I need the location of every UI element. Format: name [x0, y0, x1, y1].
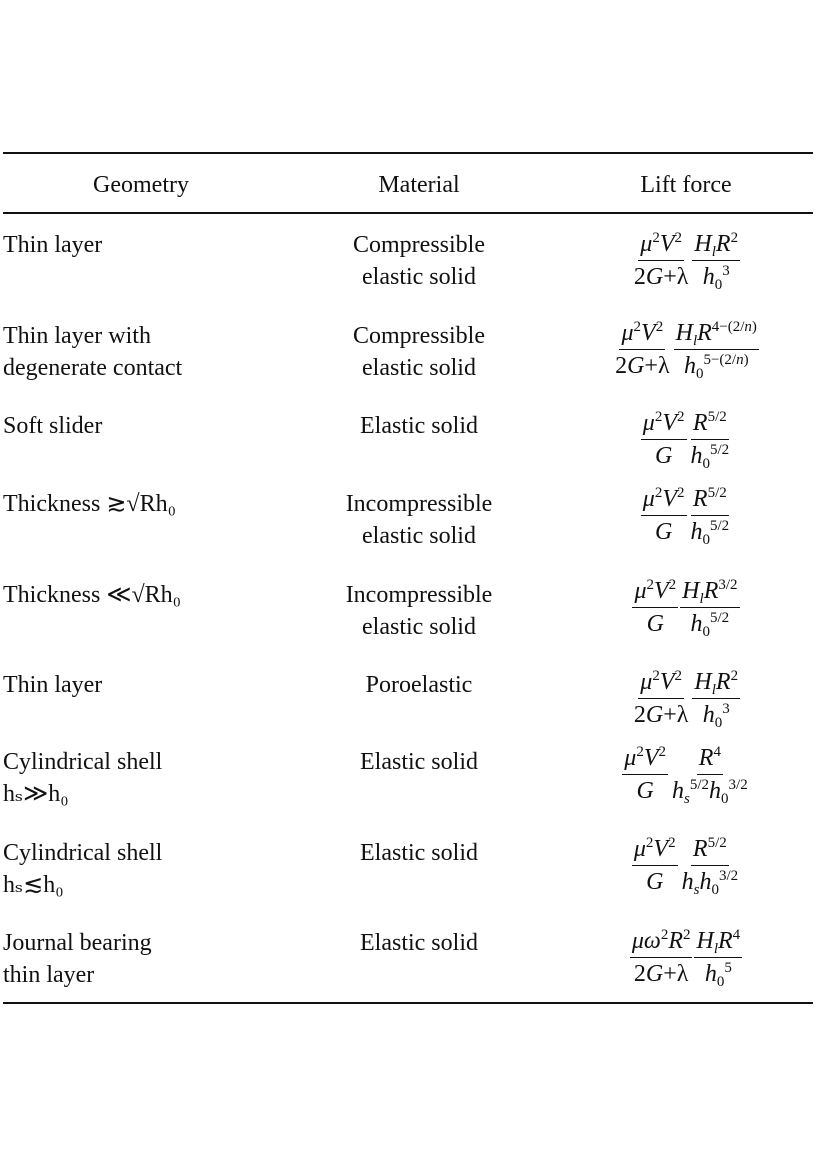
row-4-material [279, 488, 559, 552]
row-3-lift-force: $\frac{\mu^2V^2}{G}$ $\frac{R^{5/2}}{h_0^{5/2}}$ [642, 409, 730, 472]
row-3-geometry [3, 410, 303, 442]
geometry-line: Thin layer [3, 672, 103, 698]
row-2-geometry [3, 320, 303, 384]
row-6-lift-force: $\frac{\mu^2V^2}{2G+\lambda}$ $\frac{H_lR^2}{h_0^3}$ [633, 668, 739, 731]
material-line: Poroelastic [365, 672, 473, 698]
row-1-lift-force: $\frac{\mu^2V^2}{2G+\lambda}$ $\frac{H_lR^2}{h_0^3}$ [633, 230, 739, 293]
material-line: Compressible [353, 323, 485, 349]
row-9-geometry [3, 927, 303, 991]
geometry-line: degenerate contact [3, 355, 183, 381]
row-3-material [279, 410, 559, 442]
material-line: Incompressible [345, 491, 493, 517]
table-header-rule [3, 212, 813, 214]
geometry-line: Thin layer with [3, 323, 151, 349]
geometry-line: hₛ≲h₀ [3, 872, 64, 898]
material-line: elastic solid [362, 614, 476, 640]
row-1-material [279, 229, 559, 293]
geometry-line: Soft slider [3, 413, 103, 439]
geometry-line: hₛ≫h₀ [3, 781, 69, 807]
geometry-line: Thickness ≳√Rh₀ [3, 491, 176, 517]
header-material: Material [378, 172, 460, 198]
material-line: Elastic solid [360, 930, 478, 956]
geometry-line: Thin layer [3, 232, 103, 258]
row-5-geometry [3, 579, 303, 611]
row-6-geometry [3, 669, 303, 701]
row-5-material [279, 579, 559, 643]
geometry-line: Journal bearing [3, 930, 152, 956]
row-9-lift-force: $\frac{\mu\omega^2R^2}{2G+\lambda}$ $\frac{H_lR^4}{h_0^5}$ [631, 927, 741, 990]
material-line: Elastic solid [360, 749, 478, 775]
row-5-lift-force: $\frac{\mu^2V^2}{G}$ $\frac{H_lR^{3/2}}{h_0^{5/2}}$ [634, 577, 738, 640]
material-line: Elastic solid [360, 413, 478, 439]
material-line: Elastic solid [360, 840, 478, 866]
row-8-lift-force: $\frac{\mu^2V^2}{G}$ $\frac{R^{5/2}}{h_sh_0^{3/2}}$ [633, 835, 739, 898]
geometry-line: Thickness ≪√Rh₀ [3, 582, 181, 608]
geometry-line: Cylindrical shell [3, 749, 163, 775]
row-9-material [279, 927, 559, 959]
table-bottom-rule [3, 1002, 813, 1004]
material-line: Incompressible [345, 582, 493, 608]
geometry-line: Cylindrical shell [3, 840, 163, 866]
material-line: elastic solid [362, 523, 476, 549]
table-top-rule [3, 152, 813, 154]
material-line: Compressible [353, 232, 485, 258]
row-6-material [279, 669, 559, 701]
material-line: elastic solid [362, 264, 476, 290]
row-1-geometry [3, 229, 303, 261]
material-line: elastic solid [362, 355, 476, 381]
row-7-lift-force: $\frac{\mu^2V^2}{G}$ $\frac{R^4}{h_s^{5/2}h_0^{3/2}}$ [624, 744, 748, 807]
row-7-material [279, 746, 559, 778]
row-8-material [279, 837, 559, 869]
row-8-geometry [3, 837, 303, 901]
row-2-material [279, 320, 559, 384]
geometry-line: thin layer [3, 962, 95, 988]
row-7-geometry [3, 746, 303, 810]
row-4-lift-force: $\frac{\mu^2V^2}{G}$ $\frac{R^{5/2}}{h_0^{5/2}}$ [642, 485, 730, 548]
row-4-geometry [3, 488, 303, 520]
header-geometry: Geometry [93, 172, 189, 198]
row-2-lift-force: $\frac{\mu^2V^2}{2G+\lambda}$ $\frac{H_lR^{4-(2/n)}}{h_0^{5-(2/n)}}$ [615, 319, 757, 382]
header-lift-force: Lift force [640, 172, 732, 198]
